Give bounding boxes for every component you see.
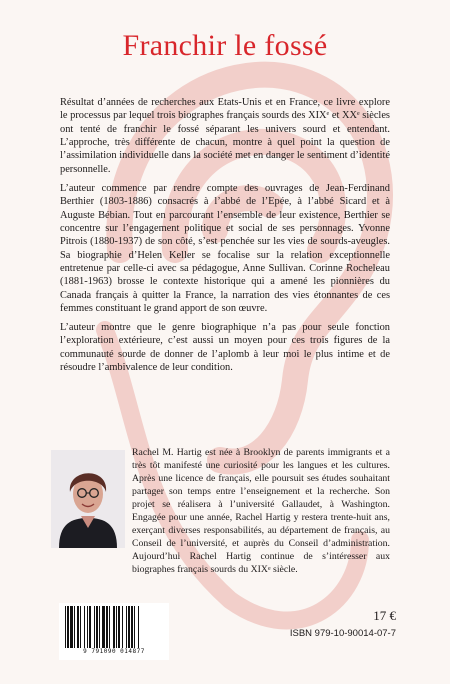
barcode-bar	[118, 606, 120, 648]
price: 17 €	[373, 608, 396, 623]
author-bio: Rachel M. Hartig est née à Brooklyn de parents immigrants et a très tôt manifesté une curiosité pour les langues et les cultures. Après une licence de français, elle poursuit ses études souhaitant partager son temps entre l’enseignement et la recherche. Son projet se réalisera à l’université Gallaudet, à Washington. Engagée pour une année, Rachel Hartig y restera trente-huit ans, exerçant diverses responsabilités, au département de français, au Conseil de l’université, et auprès du Conseil d’administration. Aujourd’hui Rachel Hartig continue de s’intéresser aux biographes français sourds du XIXe siècle.	[132, 447, 390, 575]
barcode-bar	[70, 606, 73, 648]
barcode-bar	[65, 606, 66, 648]
book-title: Franchir le fossé	[122, 29, 328, 62]
barcode-bar	[128, 606, 130, 648]
barcode-bar	[126, 606, 127, 648]
barcode-bars	[63, 606, 165, 648]
barcode-bar	[94, 606, 95, 648]
barcode-bar	[131, 606, 133, 648]
barcode-bar	[77, 606, 79, 648]
summary-paragraph-2: L’auteur commence par rendre compte des ouvrages de Jean-Ferdinand Berthier (1803-1886) consacrés à l’abbé de l’Epée, à l’abbé Sicard et à Auguste Bébian. Tout en parcourant l’ensemble de leur existence, Berthier se concentre sur l’engagement politique et social de ses personnages. Yvonne Pitrois (1880-1937) de son côté, s’est penchée sur les vies de sourds-aveugles. Sa biographie d’Helen Keller se focalise sur la relation exceptionnelle entretenue par celle-ci avec sa pédagogue, Anne Sullivan. Corinne Rocheleau (1881-1963) brosse le contexte historique qui a amené les pionnières du Canada français à quitter la France, la narration des vies étonnantes de ces femmes constituant le grand apport de son œuvre.	[60, 182, 390, 314]
barcode-bar	[109, 606, 110, 648]
summary-paragraph-1: Résultat d’années de recherches aux Etats-Unis et en France, ce livre explore le processus par lequel trois biographes français sourds des XIXe et XXe siècles ont tenté de franchir le fossé séparant les univers sourd et entendant. L’approche, très différente de chacun, montre à quel point la question de l’assimilation individuelle dans la société met en danger le sentiment d’identité personnelle.	[60, 97, 390, 175]
summary-text	[60, 96, 390, 380]
barcode-digits: 9 791090 014877	[83, 648, 145, 655]
barcode-bar	[67, 606, 69, 648]
barcode-bar	[87, 606, 88, 648]
barcode-bar	[74, 606, 75, 648]
barcode-bar	[102, 606, 105, 648]
barcode-bar	[138, 606, 139, 648]
summary-paragraph-3: L’auteur montre que le genre biographique n’a pas pour seule fonction l’exploration extérieure, c’est aussi un moyen pour ces trois figures de la communauté sourde de donner de l’aplomb à leur moi le plus intime et de résoudre l’ambivalence de leur condition.	[60, 322, 390, 374]
author-photo	[51, 450, 125, 548]
barcode-bar	[99, 606, 100, 648]
barcode-bar	[116, 606, 117, 648]
barcode-bar	[89, 606, 91, 648]
barcode-bar	[122, 606, 123, 648]
barcode	[59, 603, 169, 660]
isbn: ISBN 979-10-90014-07-7	[289, 628, 396, 639]
barcode-bar	[134, 606, 135, 648]
barcode-bar	[96, 606, 98, 648]
barcode-bar	[84, 606, 85, 648]
barcode-bar	[80, 606, 81, 648]
barcode-bar	[106, 606, 108, 648]
barcode-bar	[113, 606, 115, 648]
